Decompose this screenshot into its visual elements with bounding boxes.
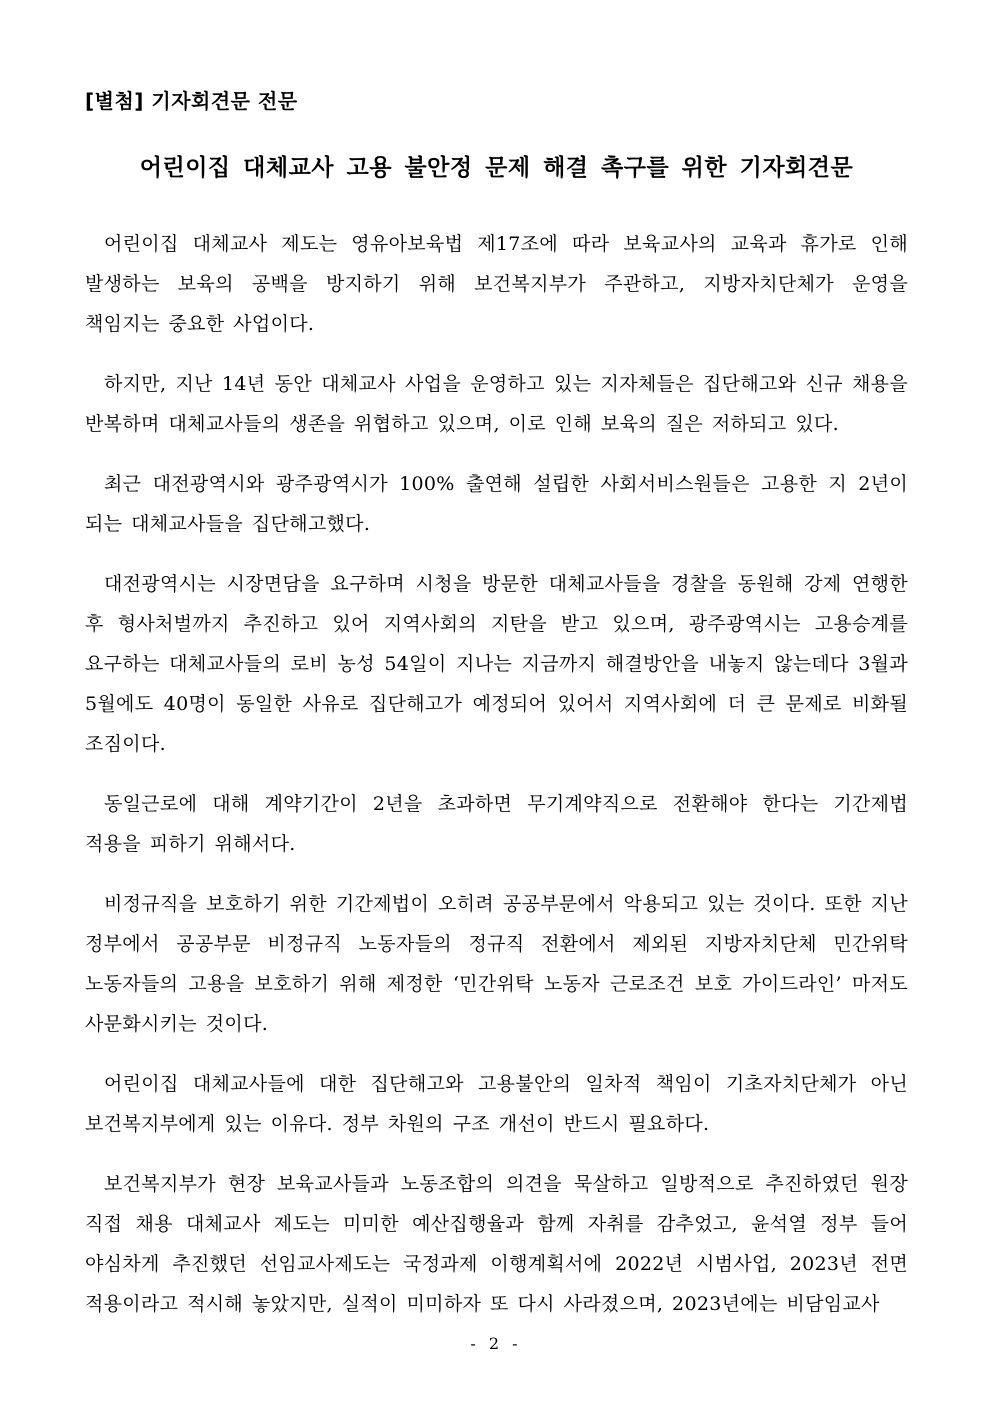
document-body (85, 224, 908, 1324)
body-paragraph: 어린이집 대체교사들에 대한 집단해고와 고용불안의 일차적 책임이 기초자치단체가 아닌 보건복지부에게 있는 이유다. 정부 차원의 구조 개선이 반드시 필요하다. (85, 1073, 908, 1135)
body-paragraph: 보건복지부가 현장 보육교사들과 노동조합의 의견을 묵살하고 일방적으로 추진하였던 원장 직접 채용 대체교사 제도는 미미한 예산집행율과 함께 자취를 감추었고, 윤석열 정부 들어 야심차게 추진했던 선임교사제도는 국정과제 이행계획서에 2022년 시범사업, 2023년 전면 적용이라고 적시해 놓았지만, 실적이 미미하자 또 다시 사라졌으며, 2023년에는 비담임교사 (85, 1173, 908, 1315)
document-title: 어린이집 대체교사 고용 불안정 문제 해결 촉구를 위한 기자회견문 (139, 154, 854, 181)
body-paragraph: 최근 대전광역시와 광주광역시가 100% 출연해 설립한 사회서비스원들은 고용한 지 2년이 되는 대체교사들을 집단해고했다. (85, 473, 908, 535)
body-paragraph: 하지만, 지난 14년 동안 대체교사 사업을 운영하고 있는 지자체들은 집단해고와 신규 채용을 반복하며 대체교사들의 생존을 위협하고 있으며, 이로 인해 보육의 질은 저하되고 있다. (85, 373, 908, 435)
body-paragraph: 어린이집 대체교사 제도는 영유아보육법 제17조에 따라 보육교사의 교육과 휴가로 인해 발생하는 보육의 공백을 방지하기 위해 보건복지부가 주관하고, 지방자치단체가 운영을 책임지는 중요한 사업이다. (85, 233, 908, 335)
attachment-label: [별첨] 기자회견문 전문 (85, 89, 298, 113)
body-paragraph: 대전광역시는 시장면담을 요구하며 시청을 방문한 대체교사들을 경찰을 동원해 강제 연행한 후 형사처벌까지 추진하고 있어 지역사회의 지탄을 받고 있으며, 광주광역시는 고용승계를 요구하는 대체교사들의 로비 농성 54일이 지나는 지금까지 해결방안을 내놓지 않는데다 3월과 5월에도 40명이 동일한 사유로 집단해고가 예정되어 있어서 지역사회에 더 큰 문제로 비화될 조짐이다. (85, 573, 908, 755)
page-number: - 2 - (470, 1334, 522, 1353)
body-paragraph: 동일근로에 대해 계약기간이 2년을 초과하면 무기계약직으로 전환해야 한다는 기간제법 적용을 피하기 위해서다. (85, 793, 908, 855)
body-paragraph: 비정규직을 보호하기 위한 기간제법이 오히려 공공부문에서 악용되고 있는 것이다. 또한 지난 정부에서 공공부문 비정규직 노동자들의 정규직 전환에서 제외된 지방자치단체 민간위탁 노동자들의 고용을 보호하기 위해 제정한 ‘민간위탁 노동자 근로조건 보호 가이드라인’ 마저도 사문화시키는 것이다. (85, 893, 908, 1035)
